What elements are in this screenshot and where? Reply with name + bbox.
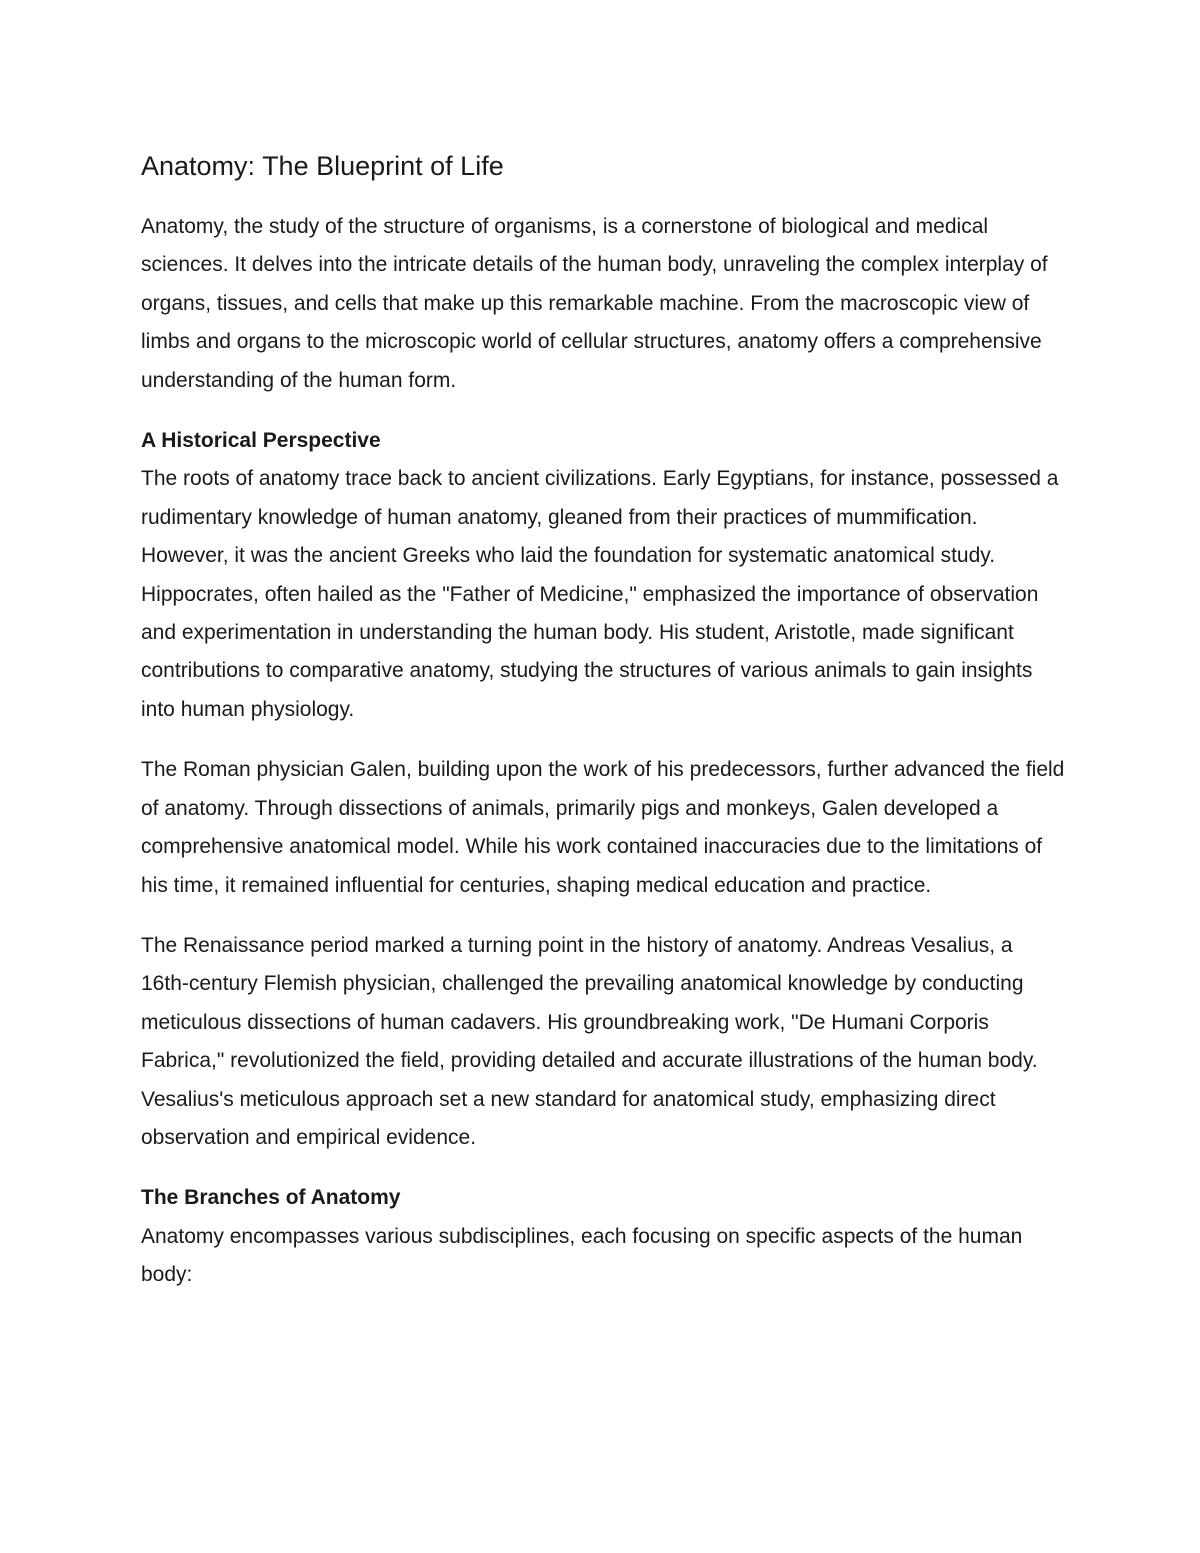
section-historical-perspective bbox=[141, 422, 1066, 1157]
section-heading: A Historical Perspective bbox=[141, 429, 381, 453]
paragraph: Anatomy encompasses various subdisciplines, each focusing on specific aspects of the human body: bbox=[141, 1224, 1023, 1287]
paragraph: The roots of anatomy trace back to ancient civilizations. Early Egyptians, for instance, possessed a rudimentary knowledge of human anatomy, gleaned from their practices of mummification. However, it was the ancient Greeks who laid the foundation for systematic anatomical study. Hippocrates, often hailed as the "Father of Medicine," emphasized the importance of observation and experimentation in understanding the human body. His student, Aristotle, made significant contributions to comparative anatomy, studying the structures of various animals to gain insights into human physiology. bbox=[141, 467, 1059, 721]
paragraph: The Renaissance period marked a turning point in the history of anatomy. Andreas Vesalius, a 16th-century Flemish physician, challenged the prevailing anatomical knowledge by conducting meticulous dissections of human cadavers. His groundbreaking work, "De Humani Corporis Fabrica," revolutionized the field, providing detailed and accurate illustrations of the human body. Vesalius's meticulous approach set a new standard for anatomical study, emphasizing direct observation and empirical evidence. bbox=[141, 933, 1038, 1149]
intro-paragraph: Anatomy, the study of the structure of organisms, is a cornerstone of biological and medical sciences. It delves into the intricate details of the human body, unraveling the complex interplay of organs, tissues, and cells that make up this remarkable machine. From the macroscopic view of limbs and organs to the microscopic world of cellular structures, anatomy offers a comprehensive understanding of the human form. bbox=[141, 215, 1048, 392]
section-heading: The Branches of Anatomy bbox=[141, 1186, 401, 1210]
section-branches-of-anatomy bbox=[141, 1179, 1066, 1294]
document-page bbox=[141, 148, 1066, 1295]
document-title: Anatomy: The Blueprint of Life bbox=[141, 151, 504, 181]
paragraph: The Roman physician Galen, building upon the work of his predecessors, further advanced the field of anatomy. Through dissections of animals, primarily pigs and monkeys, Galen developed a comprehensive anatomical model. While his work contained inaccuracies due to the limitations of his time, it remained influential for centuries, shaping medical education and practice. bbox=[141, 758, 1065, 897]
